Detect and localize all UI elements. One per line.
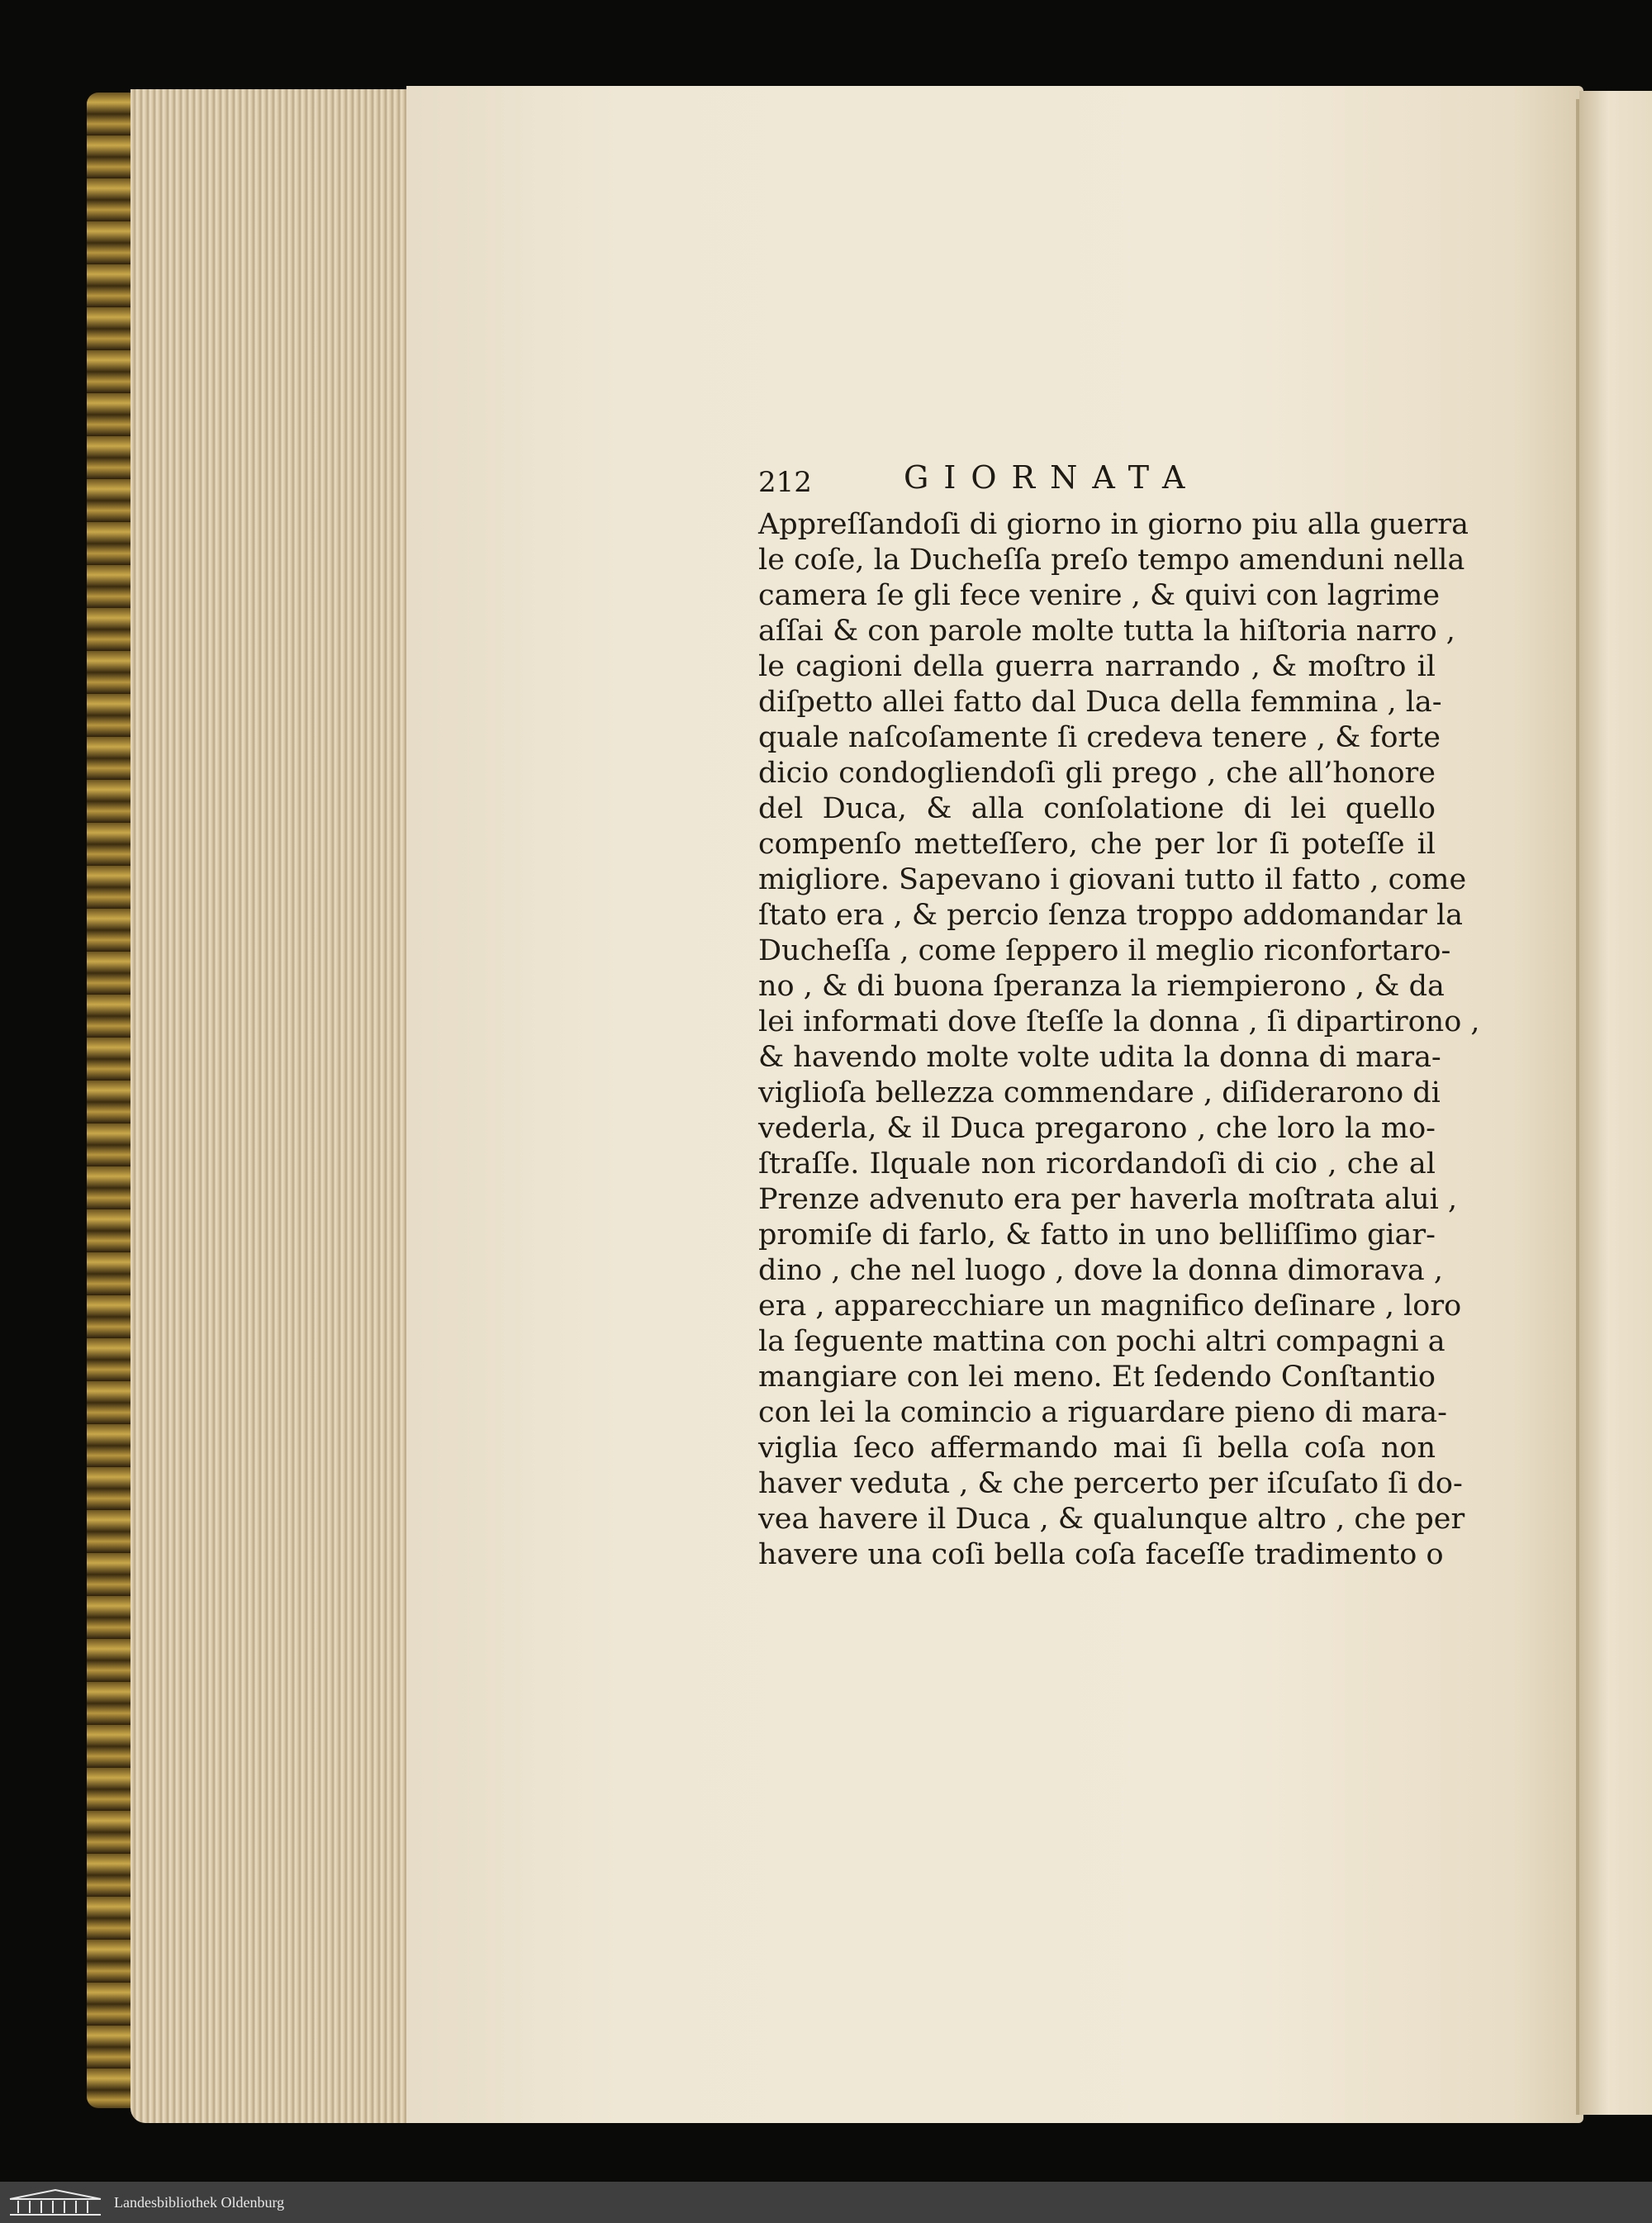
text-line: con lei la comincio a riguardare pieno di mara- xyxy=(758,1396,1447,1429)
text-line: lei informati dove ſteſſe la donna , ſi dipartirono , xyxy=(758,1005,1480,1038)
text-line: no , & di buona ſperanza la riempierono , & da xyxy=(758,970,1445,1003)
text-line: quale naſcoſamente ſi credeva tenere , & forte xyxy=(758,721,1441,754)
text-line: compenſo metteſſero, che per lor ſi poteſſe il xyxy=(758,828,1436,861)
book-spine xyxy=(87,93,132,2108)
text-line: viglioſa bellezza commendare , diſiderarono di xyxy=(758,1076,1441,1109)
text-line: viglia ſeco affermando mai ſi bella coſa non xyxy=(758,1432,1436,1465)
footer-bar xyxy=(0,2182,1652,2223)
text-line: dino , che nel luogo , dove la donna dimorava , xyxy=(758,1254,1443,1287)
text-line: & havendo molte volte udita la donna di mara- xyxy=(758,1041,1441,1074)
text-line: Prenze advenuto era per haverla moſtrata alui , xyxy=(758,1183,1458,1216)
text-line: ſtraſſe. Ilquale non ricordandoſi di cio , che al xyxy=(758,1147,1436,1180)
text-line: diſpetto allei fatto dal Duca della femmina , la- xyxy=(758,686,1442,719)
text-line: la ſeguente mattina con pochi altri compagni a xyxy=(758,1325,1446,1358)
page-number: 212 xyxy=(758,466,812,499)
text-block xyxy=(758,459,1480,1573)
text-line: era , apparecchiare un magnifico deſinare , loro xyxy=(758,1290,1462,1323)
text-line: vederla, & il Duca pregarono , che loro la mo- xyxy=(758,1112,1436,1145)
text-line: aſſai & con parole molte tutta la hiſtoria narro , xyxy=(758,615,1455,648)
text-line: le coſe, la Ducheſſa preſo tempo amenduni nella xyxy=(758,544,1465,577)
text-line: mangiare con lei meno. Et ſedendo Conſtantio xyxy=(758,1361,1436,1394)
running-title: GIORNATA xyxy=(904,459,1200,496)
text-line: migliore. Sapevano i giovani tutto il fatto , come xyxy=(758,863,1467,896)
text-line: le cagioni della guerra narrando , & moſtro il xyxy=(758,650,1436,683)
text-line: del Duca, & alla conſolatione di lei quello xyxy=(758,792,1436,825)
library-building-icon xyxy=(7,2187,104,2217)
body-text xyxy=(758,507,1480,1573)
text-line: camera ſe gli fece venire , & quivi con lagrime xyxy=(758,579,1441,612)
text-line: vea havere il Duca , & qualunque altro , che per xyxy=(758,1503,1465,1536)
text-line: promiſe di farlo, & fatto in uno belliſſimo giar- xyxy=(758,1218,1436,1252)
text-line: Ducheſſa , come ſeppero il meglio riconfortaro- xyxy=(758,934,1451,967)
text-line: havere una coſi bella coſa faceſſe tradimento o xyxy=(758,1538,1444,1571)
running-head xyxy=(758,459,1436,507)
next-page-edge xyxy=(1579,91,1652,2115)
text-line: ſtato era , & percio ſenza troppo addomandar la xyxy=(758,899,1464,932)
library-name: Landesbibliothek Oldenburg xyxy=(114,2193,285,2211)
text-line: haver veduta , & che percerto per iſcuſato ſi do- xyxy=(758,1467,1463,1500)
text-line: Appreſſandoſi di giorno in giorno piu alla guerra xyxy=(758,508,1469,541)
text-line: dicio condogliendoſi gli prego , che all’honore xyxy=(758,757,1436,790)
page-edges xyxy=(131,89,411,2123)
